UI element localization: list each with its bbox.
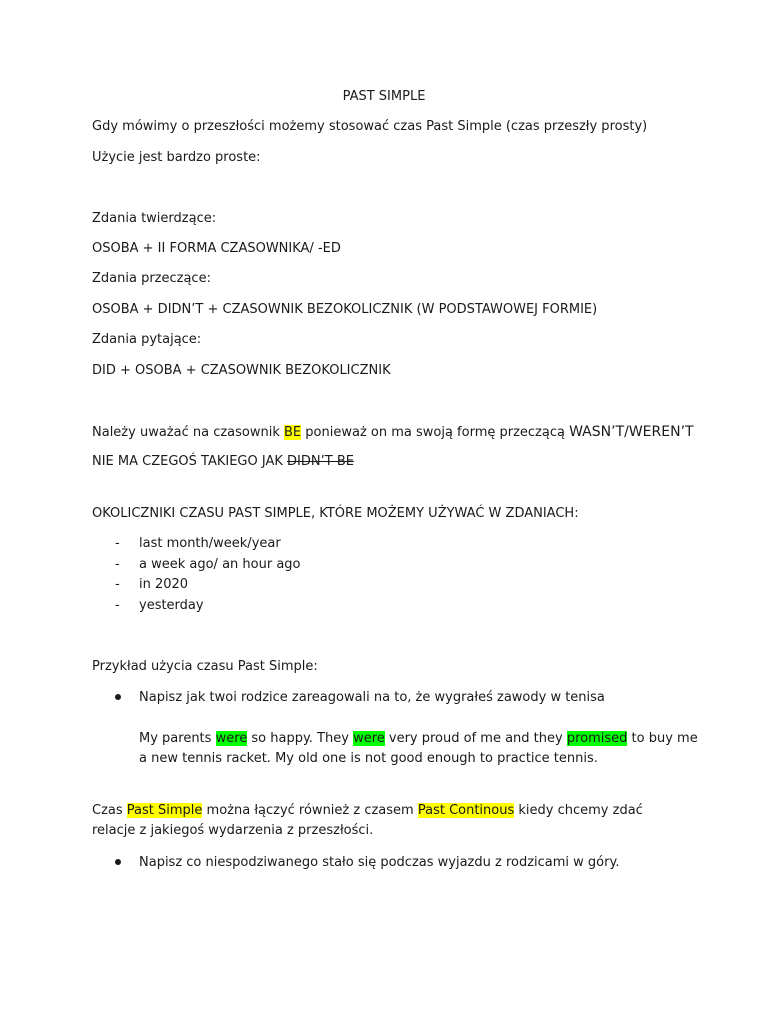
be-warning-line	[92, 453, 354, 471]
continuous-task-text: Napisz co niespodziwanego stało się podczas wyjazdu z rodzicami w góry.	[139, 855, 620, 870]
didnt-be-strikethrough: DIDN’T BE	[287, 454, 354, 469]
list-item-text: a week ago/ an hour ago	[139, 557, 301, 572]
affirmative-formula: OSOBA + II FORMA CZASOWNIKA/ -ED	[92, 241, 341, 256]
list-item	[115, 535, 281, 553]
be-negative-forms: WASN’T/WEREN’T	[569, 424, 694, 440]
dash-marker: -	[115, 557, 120, 572]
question-label: Zdania pytające:	[92, 332, 202, 347]
list-item-text: last month/week/year	[139, 536, 281, 551]
list-item	[115, 556, 301, 574]
example-heading: Przykład użycia czasu Past Simple:	[92, 659, 318, 674]
negative-label: Zdania przeczące:	[92, 271, 211, 286]
bullet-dot-icon	[115, 694, 121, 700]
adverbials-heading: OKOLICZNIKI CZASU PAST SIMPLE, KTÓRE MOŻEMY UŻYWAĆ W ZDANIACH:	[92, 506, 579, 521]
be-note-line	[92, 423, 694, 442]
question-formula: DID + OSOBA + CZASOWNIK BEZOKOLICZNIK	[92, 363, 391, 378]
affirmative-label: Zdania twierdzące:	[92, 211, 217, 226]
paragraph-text: można łączyć również z czasem	[202, 803, 418, 818]
dash-marker: -	[115, 577, 120, 592]
answer-text: very proud of me and they	[384, 731, 567, 746]
dash-marker: -	[115, 598, 120, 613]
page-title: PAST SIMPLE	[342, 89, 426, 104]
paragraph-text: kiedy chcemy zdać relacje z jakiegoś wydarzenia z przeszłości.	[92, 803, 643, 838]
verb-highlight: were	[215, 731, 248, 746]
be-highlight: BE	[284, 425, 302, 440]
paragraph-text: Czas	[92, 803, 127, 818]
be-note-text-1: Należy uważać na czasownik	[92, 425, 285, 440]
dash-marker: -	[115, 536, 120, 551]
example-answer	[139, 729, 699, 769]
negative-formula: OSOBA + DIDN’T + CZASOWNIK BEZOKOLICZNIK (W PODSTAWOWEJ FORMIE)	[92, 302, 598, 317]
example-task-text: Napisz jak twoi rodzice zareagowali na to, że wygrałeś zawody w tenisa	[139, 690, 605, 705]
be-warning-text: NIE MA CZEGOŚ TAKIEGO JAK	[92, 454, 288, 469]
answer-text: so happy. They	[247, 731, 354, 746]
list-item-text: yesterday	[139, 598, 204, 613]
answer-text: to buy me a new tennis racket. My old one is not good enough to practice tennis.	[139, 731, 698, 766]
be-note-text-2: ponieważ on ma swoją formę przeczącą	[301, 425, 570, 440]
verb-highlight: were	[353, 731, 385, 746]
list-item-text: in 2020	[139, 577, 189, 592]
intro-line-2: Użycie jest bardzo proste:	[92, 150, 261, 165]
past-continous-highlight: Past Continous	[417, 803, 515, 818]
list-item	[115, 576, 188, 594]
example-task	[115, 689, 605, 707]
past-simple-highlight: Past Simple	[126, 803, 203, 818]
answer-text: My parents	[139, 731, 216, 746]
verb-highlight: promised	[566, 731, 628, 746]
continuous-task	[115, 854, 619, 872]
continuous-paragraph	[92, 801, 682, 841]
list-item	[115, 597, 204, 615]
bullet-dot-icon	[115, 859, 121, 865]
intro-line-1: Gdy mówimy o przeszłości możemy stosować czas Past Simple (czas przeszły prosty)	[92, 119, 648, 134]
